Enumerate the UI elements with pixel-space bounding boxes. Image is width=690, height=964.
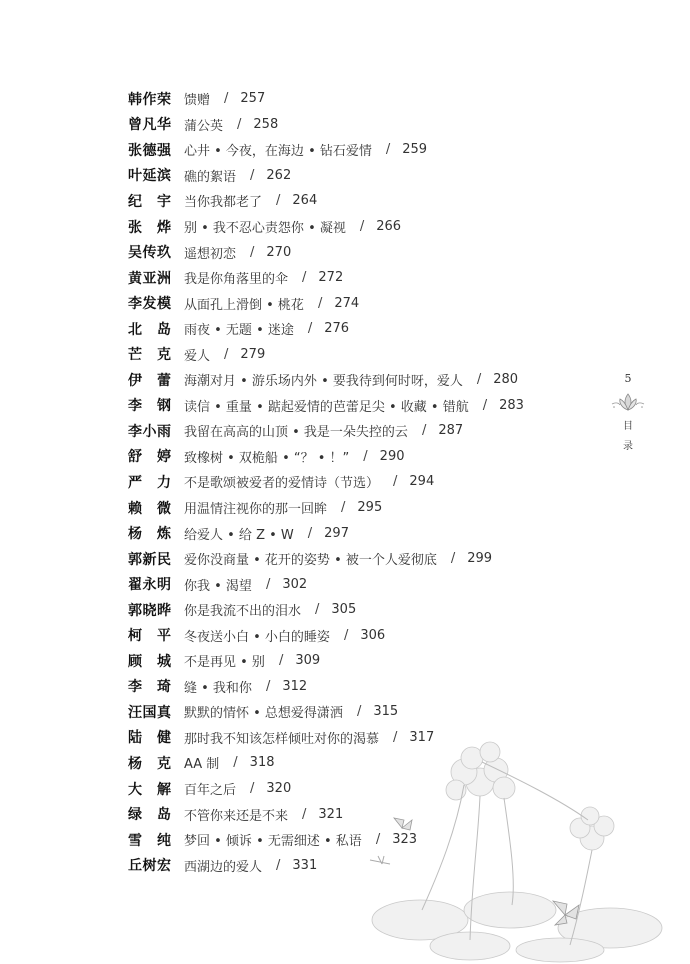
toc-title: AA 制 bbox=[184, 757, 220, 773]
toc-entry[interactable] bbox=[128, 188, 598, 214]
toc-separator: / bbox=[341, 500, 346, 516]
flower-cluster-right-icon bbox=[570, 807, 614, 850]
toc-author: 北 岛 bbox=[128, 321, 172, 338]
toc-separator: / bbox=[363, 448, 368, 464]
toc-separator: / bbox=[276, 193, 281, 209]
toc-separator: / bbox=[421, 423, 427, 439]
toc-author: 韩作荣 bbox=[128, 91, 172, 108]
toc-title: 用温情注视你的那一回眸 bbox=[184, 502, 328, 518]
toc-author: 曾凡华 bbox=[128, 117, 172, 134]
toc-entry[interactable] bbox=[128, 214, 598, 240]
toc-page-number: 264 bbox=[292, 193, 318, 209]
toc-title: 遥想初恋 bbox=[184, 246, 237, 262]
toc-page-number: 315 bbox=[373, 704, 399, 720]
toc-title: 我是你角落里的伞 bbox=[184, 272, 289, 288]
toc-title: 不是再见 • 别 bbox=[184, 655, 265, 671]
leaf-icon bbox=[464, 892, 556, 928]
toc-separator: / bbox=[393, 729, 398, 745]
flower-illustration bbox=[360, 740, 690, 964]
toc-title: 你是我流不出的泪水 bbox=[184, 604, 302, 620]
toc-title: 从面孔上滑倒 • 桃花 bbox=[184, 297, 304, 313]
toc-page-number: 283 bbox=[499, 397, 524, 413]
toc-entry[interactable] bbox=[128, 699, 598, 725]
toc-author: 翟永明 bbox=[128, 577, 172, 594]
toc-separator: / bbox=[265, 678, 271, 694]
toc-separator: / bbox=[276, 857, 281, 873]
toc-entry[interactable] bbox=[128, 571, 598, 597]
toc-page-number: 302 bbox=[282, 576, 308, 592]
toc-author: 李小雨 bbox=[128, 423, 172, 440]
toc-separator: / bbox=[450, 551, 456, 567]
toc-page-number: 274 bbox=[334, 295, 360, 311]
toc-separator: / bbox=[393, 474, 398, 490]
toc-title: 雨夜 • 无题 • 迷途 bbox=[184, 323, 294, 339]
toc-author: 李发模 bbox=[128, 296, 172, 313]
toc-entry[interactable] bbox=[128, 341, 598, 367]
toc-separator: / bbox=[224, 91, 229, 107]
toc-separator: / bbox=[385, 142, 391, 158]
toc-title: 你我 • 渴望 bbox=[184, 578, 252, 594]
dragonfly-icon bbox=[370, 856, 390, 864]
toc-page-number: 257 bbox=[240, 91, 266, 107]
toc-title: 海潮对月 • 游乐场内外 • 要我待到何时呀，爱人 bbox=[184, 374, 463, 390]
toc-page-number: 294 bbox=[409, 474, 435, 490]
toc-entry[interactable] bbox=[128, 495, 598, 521]
toc-separator: / bbox=[375, 832, 381, 848]
toc-title: 读信 • 重量 • 踮起爱情的芭蕾足尖 • 收藏 • 错航 bbox=[184, 399, 469, 415]
toc-title: 别 • 我不忍心责怨你 • 凝视 bbox=[184, 221, 346, 236]
toc-author: 杨 克 bbox=[128, 755, 172, 772]
toc-page-number: 259 bbox=[402, 142, 428, 158]
toc-title: 心井 • 今夜，在海边 • 钻石爱情 bbox=[184, 144, 372, 160]
toc-author: 芒 克 bbox=[128, 347, 172, 364]
page-number: 5 bbox=[624, 372, 632, 385]
toc-page-number: 323 bbox=[392, 832, 418, 848]
section-label-lu: 录 bbox=[623, 441, 633, 452]
toc-page-number: 270 bbox=[266, 244, 292, 260]
toc-page-number: 317 bbox=[409, 729, 435, 745]
toc-entry[interactable] bbox=[128, 418, 598, 444]
toc-author: 汪国真 bbox=[128, 704, 172, 721]
toc-separator: / bbox=[307, 525, 313, 541]
toc-title: 蒲公英 bbox=[184, 118, 224, 134]
toc-entry[interactable] bbox=[128, 86, 598, 112]
toc-author: 郭新民 bbox=[128, 551, 172, 568]
toc-title: 我留在高高的山顶 • 我是一朵失控的云 bbox=[184, 425, 408, 441]
toc-separator: / bbox=[278, 653, 284, 669]
toc-author: 赖 微 bbox=[128, 500, 172, 517]
toc-title: 馈赠 bbox=[184, 93, 211, 109]
toc-separator: / bbox=[265, 576, 271, 592]
toc-page-number: 320 bbox=[266, 781, 292, 797]
leaf-icon bbox=[516, 938, 604, 962]
toc-title: 百年之后 bbox=[184, 783, 237, 799]
toc-separator: / bbox=[359, 219, 365, 234]
toc-entry[interactable] bbox=[128, 367, 598, 393]
toc-title: 不是歌颂被爱者的爱情诗（节选） bbox=[184, 476, 380, 492]
toc-page-number: 295 bbox=[357, 500, 383, 516]
toc-author: 大 解 bbox=[128, 781, 172, 798]
toc-author: 纪 宇 bbox=[128, 193, 172, 210]
toc-page-number: 258 bbox=[253, 116, 279, 132]
toc-separator: / bbox=[224, 346, 229, 362]
toc-page-number: 280 bbox=[493, 372, 519, 388]
butterfly-icon bbox=[394, 818, 412, 830]
toc-author: 顾 城 bbox=[128, 653, 172, 670]
toc-separator: / bbox=[476, 372, 482, 388]
toc-page-number: 262 bbox=[266, 167, 292, 183]
flower-cluster-top-icon bbox=[446, 742, 515, 800]
section-label-mu: 目 bbox=[623, 421, 633, 432]
toc-author: 李 钢 bbox=[128, 398, 172, 415]
toc-title: 爱你没商量 • 花开的姿势 • 被一个人爱彻底 bbox=[184, 553, 437, 569]
toc-page-number: 299 bbox=[467, 551, 493, 567]
toc-separator: / bbox=[482, 397, 488, 413]
toc-entry[interactable] bbox=[128, 546, 598, 572]
toc-author: 叶延滨 bbox=[128, 168, 172, 185]
toc-author: 伊 蕾 bbox=[128, 372, 172, 389]
toc-page-number: 305 bbox=[331, 602, 357, 618]
toc-entry[interactable] bbox=[128, 239, 598, 265]
toc-page-number: 331 bbox=[292, 857, 318, 873]
toc-entry[interactable] bbox=[128, 469, 598, 495]
toc-entry[interactable] bbox=[128, 622, 598, 648]
toc-author: 吴传玖 bbox=[128, 245, 172, 262]
toc-author: 丘树宏 bbox=[128, 858, 172, 875]
toc-entry[interactable] bbox=[128, 648, 598, 674]
toc-page-number: 276 bbox=[324, 321, 350, 337]
toc-entry[interactable] bbox=[128, 674, 598, 700]
toc-page-number: 266 bbox=[376, 219, 402, 234]
toc-separator: / bbox=[307, 321, 313, 337]
toc-separator: / bbox=[343, 627, 349, 643]
toc-title: 梦回 • 倾诉 • 无需细述 • 私语 bbox=[184, 834, 362, 850]
toc-title: 默默的情怀 • 总想爱得潇洒 bbox=[184, 706, 343, 722]
toc-entry[interactable] bbox=[128, 137, 598, 163]
toc-author: 张德强 bbox=[128, 142, 172, 159]
side-margin bbox=[608, 372, 648, 457]
toc-author: 李 琦 bbox=[128, 679, 172, 696]
toc-entry[interactable] bbox=[128, 112, 598, 138]
toc-page-number: 321 bbox=[318, 806, 344, 822]
toc-separator: / bbox=[250, 781, 255, 797]
toc-author: 张 烨 bbox=[128, 219, 172, 236]
toc-entry[interactable] bbox=[128, 520, 598, 546]
toc-author: 郭晓晔 bbox=[128, 602, 172, 619]
toc-page-number: 309 bbox=[295, 653, 321, 669]
toc-entry[interactable] bbox=[128, 444, 598, 470]
toc-separator: / bbox=[302, 806, 307, 822]
toc-title: 致橡树 • 双桅船 • “？ • ！” bbox=[184, 450, 350, 466]
toc-title: 那时我不知该怎样倾吐对你的渴慕 bbox=[184, 731, 380, 747]
toc-page-number: 290 bbox=[379, 448, 405, 464]
toc-entry[interactable] bbox=[128, 393, 598, 419]
toc-author: 黄亚洲 bbox=[128, 270, 172, 287]
toc-entry[interactable] bbox=[128, 597, 598, 623]
toc-entry[interactable] bbox=[128, 316, 598, 342]
toc-title: 给爱人 • 给 Z • W bbox=[184, 527, 294, 543]
toc-entry[interactable] bbox=[128, 163, 598, 189]
toc-author: 严 力 bbox=[128, 474, 172, 491]
toc-separator: / bbox=[250, 167, 255, 183]
toc-title: 缝 • 我和你 bbox=[184, 680, 252, 696]
lotus-ornament-icon bbox=[610, 391, 646, 413]
toc-page-number: 279 bbox=[240, 346, 266, 362]
toc-page-number: 312 bbox=[282, 678, 308, 694]
toc-title: 西湖边的爱人 bbox=[184, 859, 263, 875]
toc-separator: / bbox=[317, 295, 323, 311]
toc-page-number: 297 bbox=[324, 525, 349, 541]
toc-separator: / bbox=[250, 244, 255, 260]
toc-page-number: 287 bbox=[438, 423, 464, 439]
toc-page-number: 318 bbox=[249, 755, 275, 771]
toc-author: 柯 平 bbox=[128, 628, 172, 645]
toc-page-number: 306 bbox=[360, 627, 386, 643]
toc-author: 杨 炼 bbox=[128, 526, 172, 543]
toc-author: 陆 健 bbox=[128, 730, 172, 747]
toc-separator: / bbox=[237, 116, 242, 132]
toc-separator: / bbox=[233, 755, 238, 771]
toc-title: 礁的絮语 bbox=[184, 169, 237, 185]
toc-separator: / bbox=[302, 270, 307, 286]
toc-author: 舒 婷 bbox=[128, 449, 172, 466]
toc-title: 冬夜送小白 • 小白的睡姿 bbox=[184, 629, 330, 645]
toc-entry[interactable] bbox=[128, 265, 598, 291]
toc-author: 绿 岛 bbox=[128, 807, 172, 824]
toc-title: 爱人 bbox=[184, 348, 211, 364]
toc-title: 不管你来还是不来 bbox=[184, 808, 289, 824]
toc-author: 雪 纯 bbox=[128, 832, 172, 849]
toc-entry[interactable] bbox=[128, 290, 598, 316]
toc-separator: / bbox=[356, 704, 362, 720]
toc-title: 当你我都老了 bbox=[184, 195, 263, 211]
toc-separator: / bbox=[315, 602, 320, 618]
toc-page-number: 272 bbox=[318, 270, 344, 286]
